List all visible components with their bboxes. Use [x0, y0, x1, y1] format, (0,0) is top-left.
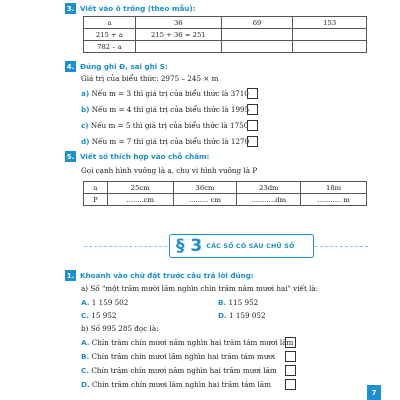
table-cell[interactable]: ........cm	[107, 194, 173, 206]
question-b-prompt: b) Số 995 285 đọc là:	[81, 324, 159, 333]
exercise-4-intro: Giá trị của biểu thức: 2975 – 245 × m	[81, 74, 219, 83]
answer-option[interactable]	[81, 298, 128, 307]
item-text: Nếu m = 5 thì giá trị của biểu thức là 1750	[90, 121, 249, 130]
table-cell: a	[84, 182, 108, 194]
answer-option[interactable]	[218, 311, 266, 320]
exercise-number-badge: 5.	[66, 152, 75, 161]
item-label: b)	[81, 105, 90, 114]
option-text: Chín trăm chín mươi lăm nghìn hai trăm tám lăm	[92, 380, 271, 389]
option-label: C.	[81, 366, 90, 375]
table-cell[interactable]: ......... cm	[173, 194, 237, 206]
option-text: Chín trăm chín mươi lăm nghìn hai trăm tám mươi	[91, 352, 276, 361]
page-number: 7	[367, 385, 381, 400]
option-label: A.	[81, 338, 90, 347]
table-cell: a	[84, 17, 136, 29]
option-text: 1 159 052	[229, 311, 266, 320]
section-mark: § 3	[176, 236, 203, 256]
table-row	[84, 182, 367, 194]
option-text: Chín trăm chín mươi năm nghìn hai trăm mươi lăm	[91, 366, 277, 375]
answer-option	[81, 352, 275, 361]
table-cell: 23dm	[237, 182, 301, 194]
exercise-4-header	[65, 61, 168, 72]
answer-option[interactable]	[218, 298, 258, 307]
table-cell: 215 + a	[84, 29, 136, 41]
lesson-banner	[84, 233, 368, 263]
option-label: D.	[81, 380, 90, 389]
answer-option[interactable]	[81, 311, 116, 320]
exercise-5-table	[83, 181, 367, 206]
list-item	[81, 89, 249, 98]
option-label: A.	[81, 298, 90, 307]
item-label: c)	[81, 121, 89, 130]
banner-box	[169, 234, 314, 258]
table-cell[interactable]	[293, 29, 367, 41]
table-row	[84, 17, 367, 29]
table-row	[84, 29, 367, 41]
table-cell: 25cm	[107, 182, 173, 194]
answer-checkbox[interactable]	[285, 379, 296, 390]
table-cell: 18m	[301, 182, 367, 194]
exercise-number-badge: 3.	[66, 4, 75, 13]
item-label: d)	[81, 137, 90, 146]
question-a-prompt: a) Số "một trăm mười lăm nghìn chín trăm năm mươi hai" viết là:	[81, 284, 319, 293]
question-1-header	[65, 270, 254, 281]
table-cell: P	[84, 194, 108, 206]
option-text: Chín trăm chín mươi năm nghìn hai trăm tám mươi lăm	[91, 338, 294, 347]
item-text: Nếu m = 4 thì giá trị của biểu thức là 1995	[91, 105, 250, 114]
answer-option	[81, 380, 271, 389]
answer-checkbox[interactable]	[247, 136, 258, 147]
option-text: 115 952	[228, 298, 259, 307]
exercise-title: Khoanh vào chữ đặt trước câu trả lời đúng:	[80, 271, 254, 280]
table-row	[84, 41, 367, 53]
item-text: Nếu m = 3 thì giá trị của biểu thức là 3710	[91, 89, 249, 98]
exercise-5-intro: Gọi cạnh hình vuông là a, chu vi hình vuông là P	[81, 166, 258, 175]
answer-option	[81, 338, 293, 347]
answer-checkbox[interactable]	[247, 104, 258, 115]
table-cell: 215 + 36 = 251	[135, 29, 221, 41]
option-label: C.	[81, 311, 90, 320]
answer-checkbox[interactable]	[247, 120, 258, 131]
option-text: 1 159 502	[91, 298, 129, 307]
item-text: Nếu m = 7 thì giá trị của biểu thức là 1270	[91, 137, 250, 146]
option-label: D.	[218, 311, 227, 320]
table-cell[interactable]	[135, 41, 221, 53]
exercise-number-badge: 1.	[66, 271, 75, 280]
exercise-3-header	[65, 3, 196, 14]
exercise-3-table	[83, 16, 367, 53]
list-item	[81, 137, 249, 146]
answer-checkbox[interactable]	[285, 365, 296, 376]
table-cell: 69	[221, 17, 293, 29]
exercise-title: Viết vào ô trống (theo mẫu):	[80, 4, 196, 13]
exercise-number-badge: 4.	[66, 62, 75, 71]
table-cell: 782 – a	[84, 41, 136, 53]
list-item	[81, 121, 248, 130]
table-row	[84, 194, 367, 206]
answer-checkbox[interactable]	[247, 88, 258, 99]
table-cell[interactable]: ........... m	[301, 194, 367, 206]
option-text: 15 952	[91, 311, 117, 320]
table-cell[interactable]	[221, 29, 293, 41]
table-cell: 36cm	[173, 182, 237, 194]
table-cell[interactable]: ...........dm	[237, 194, 301, 206]
exercise-5-header	[65, 151, 209, 162]
list-item	[81, 105, 249, 114]
exercise-title: Đúng ghi Đ, sai ghi S:	[80, 62, 168, 71]
table-cell: 153	[293, 17, 367, 29]
option-label: B.	[81, 352, 90, 361]
answer-option	[81, 366, 277, 375]
option-label: B.	[218, 298, 227, 307]
table-cell: 36	[135, 17, 221, 29]
table-cell[interactable]	[293, 41, 367, 53]
lesson-title: CÁC SỐ CÓ SÁU CHỮ SỐ	[206, 242, 295, 250]
item-label: a)	[81, 89, 90, 98]
exercise-title: Viết số thích hợp vào chỗ chấm:	[80, 152, 210, 161]
answer-checkbox[interactable]	[285, 337, 296, 348]
table-cell[interactable]	[221, 41, 293, 53]
answer-checkbox[interactable]	[285, 351, 296, 362]
